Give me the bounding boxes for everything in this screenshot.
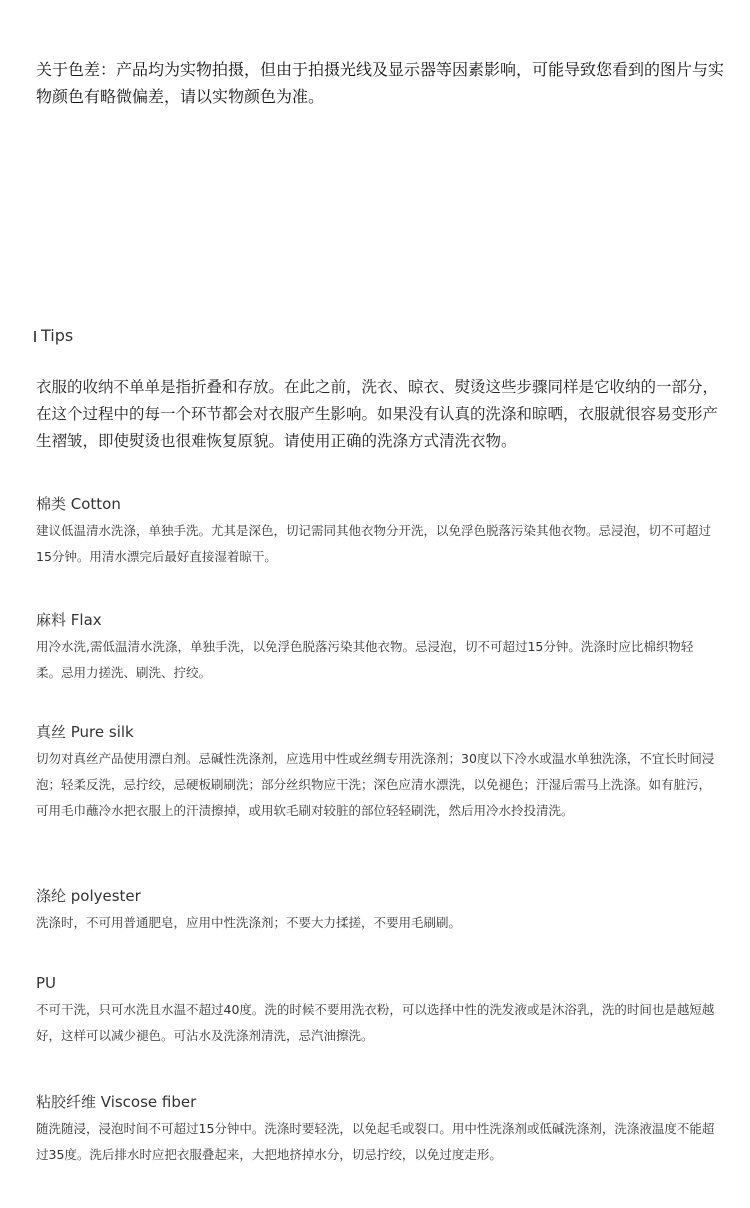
care-section-title: 涤纶 polyester <box>36 887 141 905</box>
care-section-title: 粘胶纤维 Viscose fiber <box>36 1093 197 1111</box>
care-section-pure-silk <box>36 722 716 824</box>
care-section-flax <box>36 610 716 686</box>
care-section-text: 建议低温清水洗涤，单独手洗。尤其是深色，切记需同其他衣物分开洗，以免浮色脱落污染其他衣物。忌浸泡，切不可超过15分钟。用清水漂完后最好直接湿着晾干。 <box>36 523 712 564</box>
care-section-title: 麻料 Flax <box>36 611 102 629</box>
care-section-viscose-fiber <box>36 1092 716 1168</box>
care-section-title: 真丝 Pure silk <box>36 723 134 741</box>
care-section-title: PU <box>36 974 57 992</box>
tips-heading-marker <box>34 331 36 342</box>
care-section-cotton <box>36 494 716 570</box>
tips-heading <box>34 326 73 346</box>
care-section-pu <box>36 973 716 1049</box>
care-section-text: 用冷水洗,需低温清水洗涤，单独手洗，以免浮色脱落污染其他衣物。忌浸泡，切不可超过15分钟。洗涤时应比棉织物轻柔。忌用力搓洗、刷洗、拧绞。 <box>36 639 694 680</box>
care-section-text: 不可干洗，只可水洗且水温不超过40度。洗的时候不要用洗衣粉，可以选择中性的洗发液或是沐浴乳，洗的时间也是越短越好，这样可以减少褪色。可沾水及洗涤剂清洗，忌汽油擦洗。 <box>36 1002 715 1043</box>
care-section-polyester <box>36 886 716 936</box>
care-section-text: 洗涤时，不可用普通肥皂，应用中性洗涤剂；不要大力揉搓，不要用毛刷刷。 <box>36 915 462 930</box>
care-section-title: 棉类 Cotton <box>36 495 121 513</box>
care-section-text: 切勿对真丝产品使用漂白剂。忌碱性洗涤剂，应选用中性或丝绸专用洗涤剂；30度以下冷水或温水单独洗涤，不宜长时间浸泡；轻柔反洗，忌拧绞，忌硬板刷刷洗；部分丝织物应干洗；深色应清水漂洗，以免褪色；汗湿后需马上洗涤。如有脏污，可用毛巾蘸冷水把衣服上的汗渍擦掉，或用软毛刷对较脏的部位轻轻刷洗，然后用冷水拎投清洗。 <box>36 751 715 818</box>
tips-intro-paragraph: 衣服的收纳不单单是指折叠和存放。在此之前，洗衣、晾衣、熨烫这些步骤同样是它收纳的一部分，在这个过程中的每一个环节都会对衣服产生影响。如果没有认真的洗涤和晾晒，衣服就很容易变形产生褶皱，即使熨烫也很难恢复原貌。请使用正确的洗涤方式清洗衣物。 <box>36 377 719 450</box>
care-section-text: 随洗随浸，浸泡时间不可超过15分钟中。洗涤时要轻洗，以免起毛或裂口。用中性洗涤剂或低碱洗涤剂，洗涤液温度不能超过35度。洗后排水时应把衣服叠起来，大把地挤掉水分，切忌拧绞，以免过度走形。 <box>36 1121 715 1162</box>
color-difference-note: 关于色差：产品均为实物拍摄，但由于拍摄光线及显示器等因素影响，可能导致您看到的图片与实物颜色有略微偏差，请以实物颜色为准。 <box>36 60 725 106</box>
tips-heading-label: Tips <box>41 326 74 345</box>
